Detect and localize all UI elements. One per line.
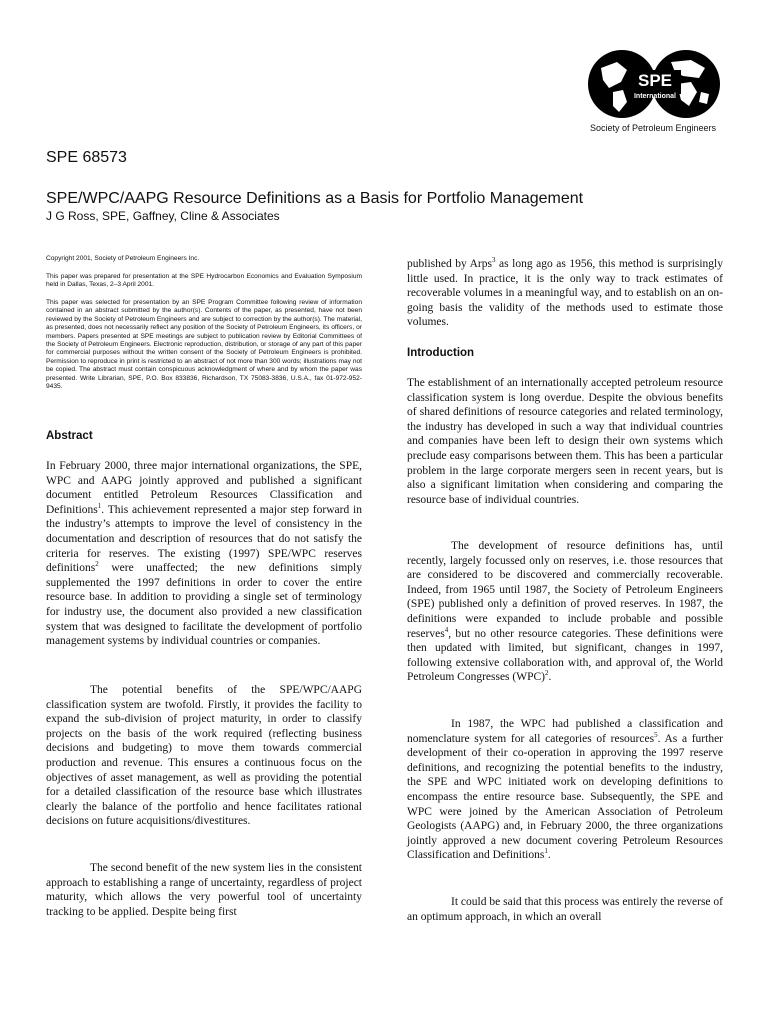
intro-paragraph-2: The development of resource definitions has, until recently, largely focussed only on reserves, i.e. those resources that are considered to be discovered and commercially recoverable. Indeed, from 1965 until 1987, the Society of Petroleum Engineers (SPE) published only a definition of proved reserves. In 1987, the definitions were expanded to include probable and possible reserves$^4$, but no other resource categories. These definitions were then updated with limited, but significant, changes in 1997, following extensive collaboration with, and approval of, the World Petroleum Congresses (WPC)$^2$. bbox=[407, 540, 723, 684]
copyright-notice: Copyright 2001, Society of Petroleum Engineers Inc. bbox=[46, 255, 200, 262]
abstract-paragraph-1: In February 2000, three major international organizations, the SPE, WPC and AAPG jointly approved and published a significant document entitled Petroleum Resources Classification and Definitions$^1$. This achievement represented a major step forward in the industry’s attempts to improve the level of consistency in the documentation and description of resources that do not satisfy the criteria for reserves. The existing (1997) SPE/WPC reserves definitions$^2$ were unaffected; the new definitions simply supplemented the 1997 definitions in order to cover the entire resource base. In addition to providing a single set of terminology for industry use, the document also provided a new classification system that was designed to facilitate the development of portfolio management systems by individual countries or companies. bbox=[46, 460, 362, 648]
logo-badge-sub: International bbox=[633, 93, 677, 100]
intro-paragraph-4: It could be said that this process was entirely the reverse of an optimum approach, in which an overall bbox=[407, 896, 723, 923]
paper-authors: J G Ross, SPE, Gaffney, Cline & Associates bbox=[46, 209, 280, 223]
citation: 2 bbox=[544, 669, 549, 678]
citation: 5 bbox=[654, 730, 658, 739]
citation: 4 bbox=[444, 625, 449, 634]
globe-icon bbox=[587, 48, 721, 120]
abstract-paragraph-2: The potential benefits of the SPE/WPC/AAPG classification system are twofold. Firstly, it provides the facility to expand the sub-division of project maturity, in order to classify projects on the basis of the work required (reflecting business decisions and budgeting) to move them towards commercial production and revenue. This ensures a continuous focus on the objectives of asset management, as well as providing the potential for a detailed classification of the resource base which illustrates clearly the balance of the portfolio and hence facilitates rational decisions on future acquisitions/divestitures. bbox=[46, 684, 362, 828]
spe-logo bbox=[583, 48, 723, 140]
abstract-heading: Abstract bbox=[46, 430, 93, 442]
paper-title: SPE/WPC/AAPG Resource Definitions as a Basis for Portfolio Management bbox=[46, 190, 584, 207]
introduction-heading: Introduction bbox=[407, 347, 475, 359]
citation: 2 bbox=[95, 560, 99, 569]
intro-paragraph-1: The establishment of an internationally accepted petroleum resource classification system is long overdue. Despite the obvious benefits of shared definitions of resource categories and related terminology, the industry has developed in such a way that individual countries and companies have been left to design their own systems which preclude easy comparisons between them. This has been a particular problem in the large corporate mergers seen in recent years, but is also a significant limitation when considering and comparing the resource base of individual countries. bbox=[407, 377, 723, 506]
selection-notice: This paper was selected for presentation by an SPE Program Committee following review of information contained in an abstract submitted by the author(s). Contents of the paper, as presented, have not been reviewed by the Society of Petroleum Engineers and are subject to correction by the author(s). The material, as presented, does not necessarily reflect any position of the Society of Petroleum Engineers, its officers, or members. Papers presented at SPE meetings are subject to publication review by Editorial Committees of the Society of Petroleum Engineers. Electronic reproduction, distribution, or storage of any part of this paper for commercial purposes without the written consent of the Society of Petroleum Engineers is prohibited. Permission to reproduce in print is restricted to an abstract of not more than 300 words; illustrations may not be copied. The abstract must contain conspicuous acknowledgment of where and by whom the paper was presented. Write Librarian, SPE, P.O. Box 833836, Richardson, TX 75083-3836, U.S.A., fax 01-972-952-9435. bbox=[46, 299, 362, 391]
abstract-paragraph-3: The second benefit of the new system lies in the consistent approach to establishing a range of uncertainty, regardless of project maturity, which allows the very powerful tool of uncertainty tracking to be applied. Despite being first bbox=[46, 862, 362, 918]
presentation-notice: This paper was prepared for presentation at the SPE Hydrocarbon Economics and Evaluation Symposium held in Dallas, Texas, 2–3 April 2001. bbox=[46, 273, 362, 289]
citation: 3 bbox=[492, 256, 496, 265]
citation: 1 bbox=[97, 501, 102, 510]
citation: 1 bbox=[544, 847, 548, 856]
intro-paragraph-3: In 1987, the WPC had published a classification and nomenclature system for all categories of resources$^5$. As a further development of their co-operation in approving the 1997 reserve definitions, and recognizing the potential benefits to the industry, the SPE and WPC initiated work on developing definitions to encompass the entire resource base. Subsequently, the SPE and WPC were joined by the American Association of Petroleum Geologists (AAPG) and, in February 2000, the three organizations jointly approved a new document covering Petroleum Resources Classification and Definitions$^1$. bbox=[407, 718, 724, 862]
continued-paragraph: published by Arps$^3$ as long ago as 1956, this method is surprisingly little used. In practice, it is the only way to track estimates of recoverable volumes in a meaningful way, and to establish on an on-going basis the validity of the methods used to estimate those volumes. bbox=[407, 256, 724, 329]
logo-badge-text: SPE bbox=[637, 71, 673, 90]
logo-caption: Society of Petroleum Engineers bbox=[589, 123, 717, 133]
paper-number: SPE 68573 bbox=[46, 149, 127, 166]
